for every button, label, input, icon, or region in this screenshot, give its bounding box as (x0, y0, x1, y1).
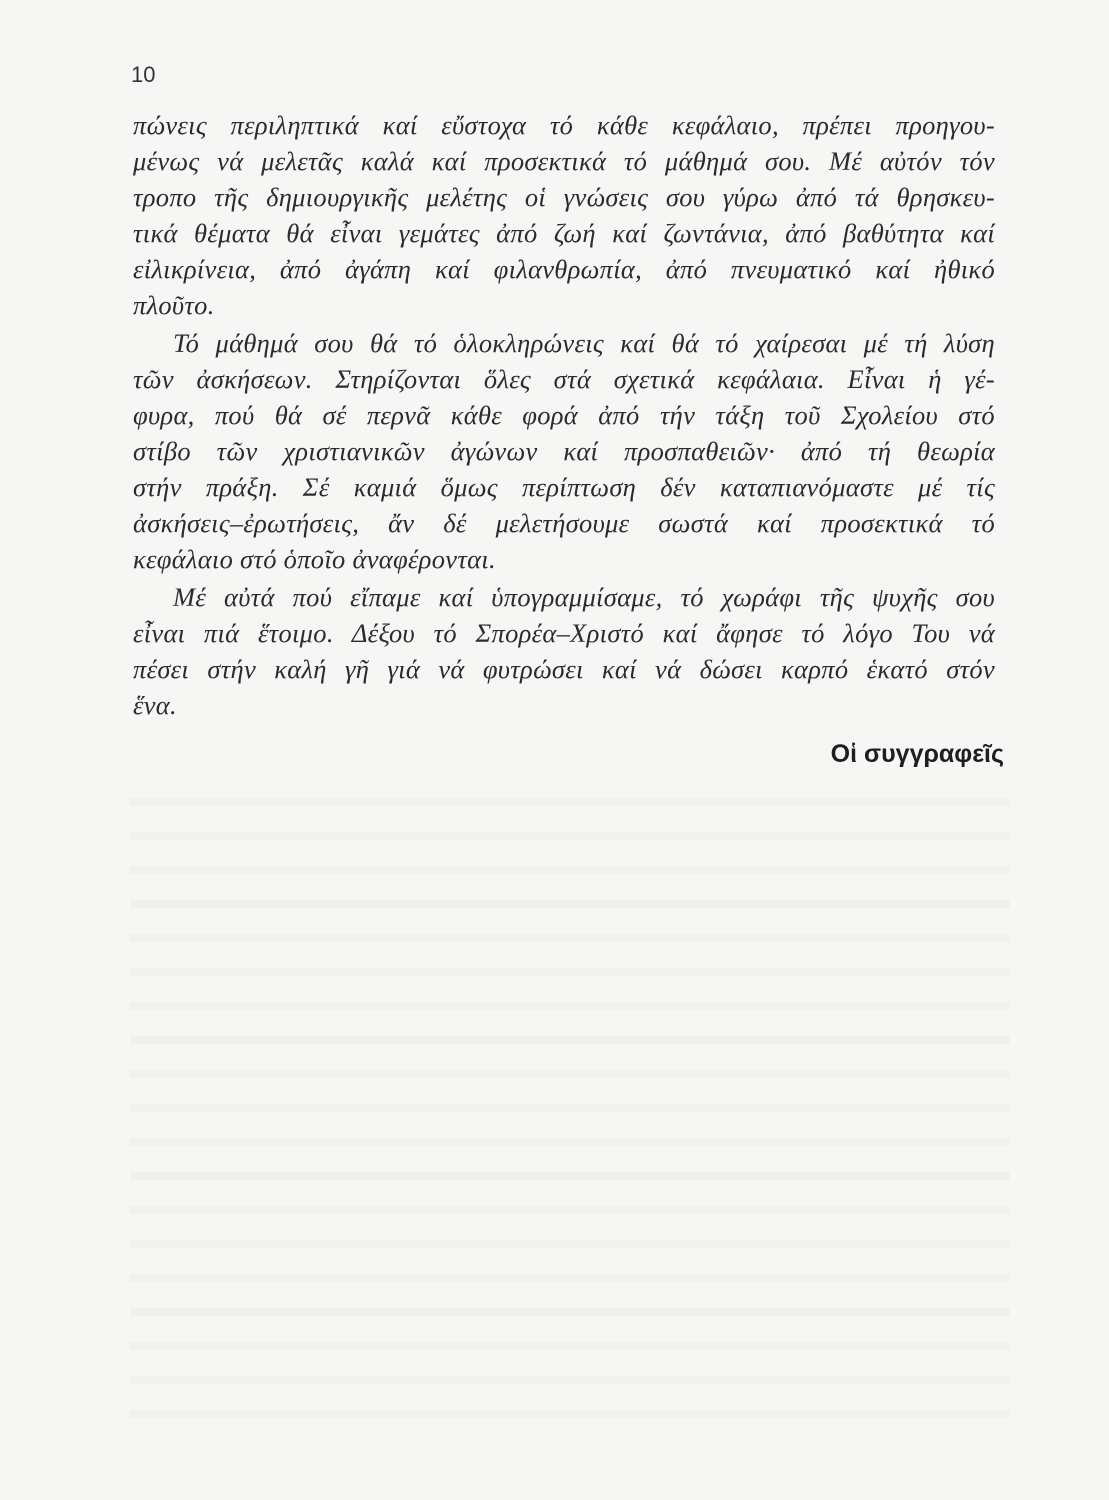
text-line: εἰλικρίνεια, ἀπό ἀγάπη καί φιλανθρωπία, ἀπό πνευματικό καί ἠθικό (133, 254, 995, 284)
text-line: τικά θέματα θά εἶναι γεμάτες ἀπό ζωή καί ζωντάνια, ἀπό βαθύτητα καί (133, 218, 995, 248)
text-line: τῶν ἀσκήσεων. Στηρίζονται ὅλες στά σχετικά κεφάλαια. Εἶναι ἡ γέ- (133, 364, 995, 394)
paragraph-start-line: Μέ αὐτά πού εἴπαμε καί ὑπογραμμίσαμε, τό χωράφι τῆς ψυχῆς σου (173, 582, 995, 612)
text-line: μένως νά μελετᾶς καλά καί προσεκτικά τό μάθημά σου. Μέ αὐτόν τόν (133, 146, 995, 176)
text-line: πώνεις περιληπτικά καί εὔστοχα τό κάθε κεφάλαιο, πρέπει προηγου- (133, 110, 995, 140)
text-line: φυρα, πού θά σέ περνᾶ κάθε φορά ἀπό τήν τάξη τοῦ Σχολείου στό (133, 400, 995, 430)
text-line: εἶναι πιά ἕτοιμο. Δέξου τό Σπορέα–Χριστό καί ἄφησε τό λόγο Του νά (133, 618, 995, 648)
text-line: στίβο τῶν χριστιανικῶν ἀγώνων καί προσπαθειῶν· ἀπό τή θεωρία (133, 436, 995, 466)
text-line: κεφάλαιο στό ὁποῖο ἀναφέρονται. (133, 544, 496, 574)
text-line: τροπο τῆς δημιουργικῆς μελέτης οἱ γνώσεις σου γύρω ἀπό τά θρησκευ- (133, 182, 995, 212)
authors-signature: Οἱ συγγραφεῖς (830, 740, 1004, 768)
page-number: 10 (131, 62, 156, 87)
show-through-texture (130, 780, 1010, 1420)
paragraph-start-line: Τό μάθημά σου θά τό ὁλοκληρώνεις καί θά τό χαίρεσαι μέ τή λύση (173, 328, 995, 358)
text-line: στήν πράξη. Σέ καμιά ὅμως περίπτωση δέν καταπιανόμαστε μέ τίς (133, 472, 995, 502)
text-line: πλοῦτο. (133, 290, 215, 320)
text-line: ἀσκήσεις–ἐρωτήσεις, ἄν δέ μελετήσουμε σωστά καί προσεκτικά τό (133, 508, 995, 538)
text-line: πέσει στήν καλή γῆ γιά νά φυτρώσει καί νά δώσει καρπό ἑκατό στόν (133, 654, 995, 684)
text-line: ἕνα. (133, 690, 177, 720)
